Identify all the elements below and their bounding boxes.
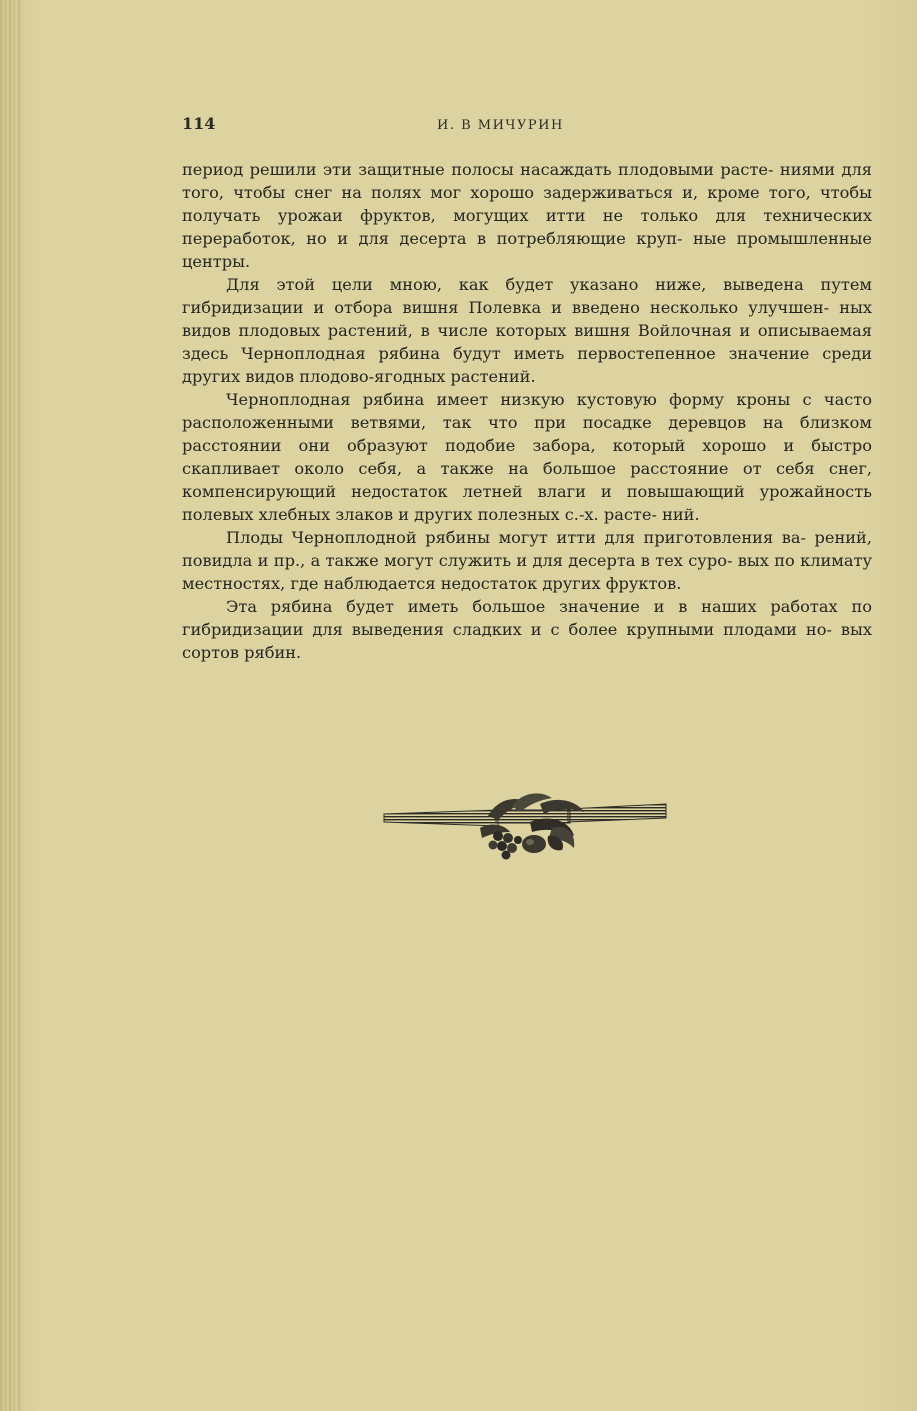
body-text <box>182 158 872 664</box>
ornament-branch-with-berries-icon <box>380 792 670 864</box>
running-head-author: И. В МИЧУРИН <box>437 118 564 133</box>
paragraph-1: период решили эти защитные полосы насаждать плодовыми расте- ниями для того, чтобы снег на полях мог хорошо задерживаться и, кроме того, чтобы получать урожаи фруктов, могущих итти не только для технических переработок, но и для десерта в потребляющие круп- ные промышленные центры. <box>182 160 872 271</box>
paragraph-4: Плоды Черноплодной рябины могут итти для приготовления ва- рений, повидла и пр., а также могут служить и для десерта в тех суро- вых по климату местностях, где наблюдается недостаток других фруктов. <box>182 528 872 593</box>
page-spine-edge <box>0 0 22 1411</box>
page-number: 114 <box>182 114 216 133</box>
paragraph-2: Для этой цели мною, как будет указано ниже, выведена путем гибридизации и отбора вишня Полевка и введено несколько улучшен- ных видов плодовых растений, в числе которых вишня Войлочная и описываемая здесь Черноплодная рябина будут иметь первостепенное значение среди других видов плодово-ягодных растений. <box>182 275 872 386</box>
paragraph-5: Эта рябина будет иметь большое значение и в наших работах по гибридизации для выведения сладких и с более крупными плодами но- вых сортов рябин. <box>182 597 872 662</box>
paragraph-3: Черноплодная рябина имеет низкую кустовую форму кроны с часто расположенными ветвями, так что при посадке деревцов на близком расстоянии они образуют подобие забора, который хорошо и быстро скапливает около себя, а также на большое расстояние от себя снег, компенсирующий недостаток летней влаги и повышающий урожайность полевых хлебных злаков и других полезных с.-х. расте- ний. <box>182 390 872 524</box>
page-header <box>182 114 872 138</box>
